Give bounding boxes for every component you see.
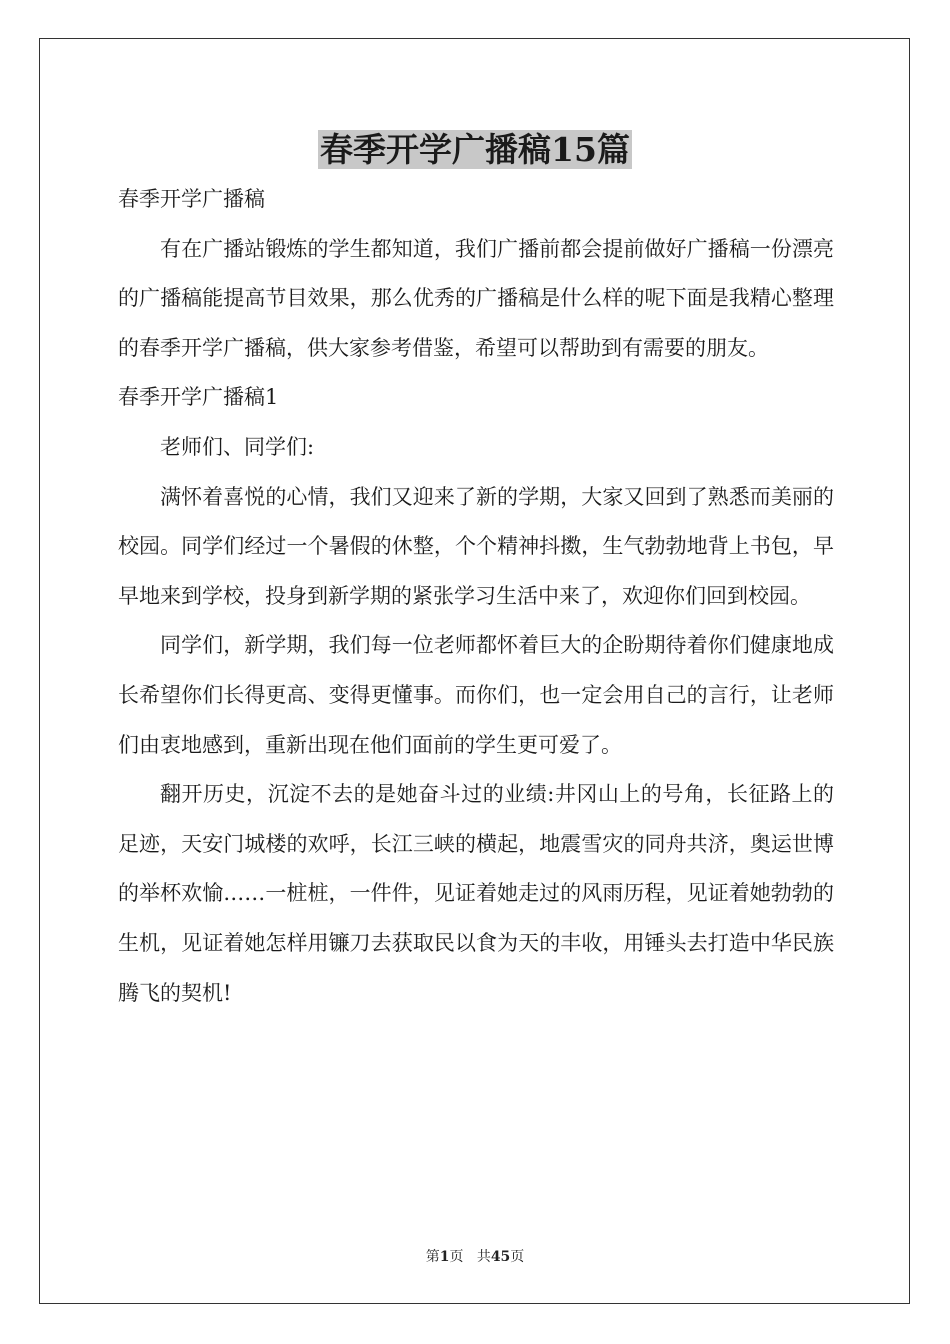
paragraph: 有在广播站锻炼的学生都知道，我们广播前都会提前做好广播稿一份漂亮的广播稿能提高节目效果，那么优秀的广播稿是什么样的呢下面是我精心整理的春季开学广播稿，供大家参考借鉴，希望可以帮助到有需要的朋友。	[118, 236, 834, 360]
paragraph: 春季开学广播稿1	[118, 385, 279, 410]
page-suffix: 页	[449, 1249, 464, 1265]
paragraph: 同学们，新学期，我们每一位老师都怀着巨大的企盼期待着你们健康地成长希望你们长得更高、变得更懂事。而你们，也一定会用自己的言行，让老师们由衷地感到，重新出现在他们面前的学生更可爱了。	[118, 633, 834, 757]
paragraph: 满怀着喜悦的心情，我们又迎来了新的学期，大家又回到了熟悉而美丽的校园。同学们经过一个暑假的休整，个个精神抖擞，生气勃勃地背上书包，早早地来到学校，投身到新学期的紧张学习生活中来了，欢迎你们回到校园。	[118, 484, 834, 608]
total-prefix: 共	[476, 1249, 491, 1265]
page-prefix: 第	[425, 1249, 440, 1265]
total-suffix: 页	[510, 1249, 525, 1265]
document-title	[0, 128, 950, 172]
page-total: 45	[490, 1249, 511, 1265]
paragraph: 老师们、同学们:	[160, 434, 315, 459]
paragraph: 翻开历史，沉淀不去的是她奋斗过的业绩:井冈山上的号角，长征路上的足迹，天安门城楼的欢呼，长江三峡的横起，地震雪灾的同舟共济，奥运世博的举杯欢愉……一桩桩，一件件，见证着她走过的风雨历程，见证着她勃勃的生机，见证着她怎样用镰刀去获取民以食为天的丰收，用锤头去打造中华民族腾飞的契机!	[118, 782, 834, 1005]
page-current: 1	[439, 1249, 450, 1265]
paragraph: 春季开学广播稿	[118, 187, 265, 211]
title-text: 春季开学广播稿15篇	[320, 130, 630, 169]
document-body	[118, 175, 834, 1018]
page-footer	[0, 1247, 950, 1267]
